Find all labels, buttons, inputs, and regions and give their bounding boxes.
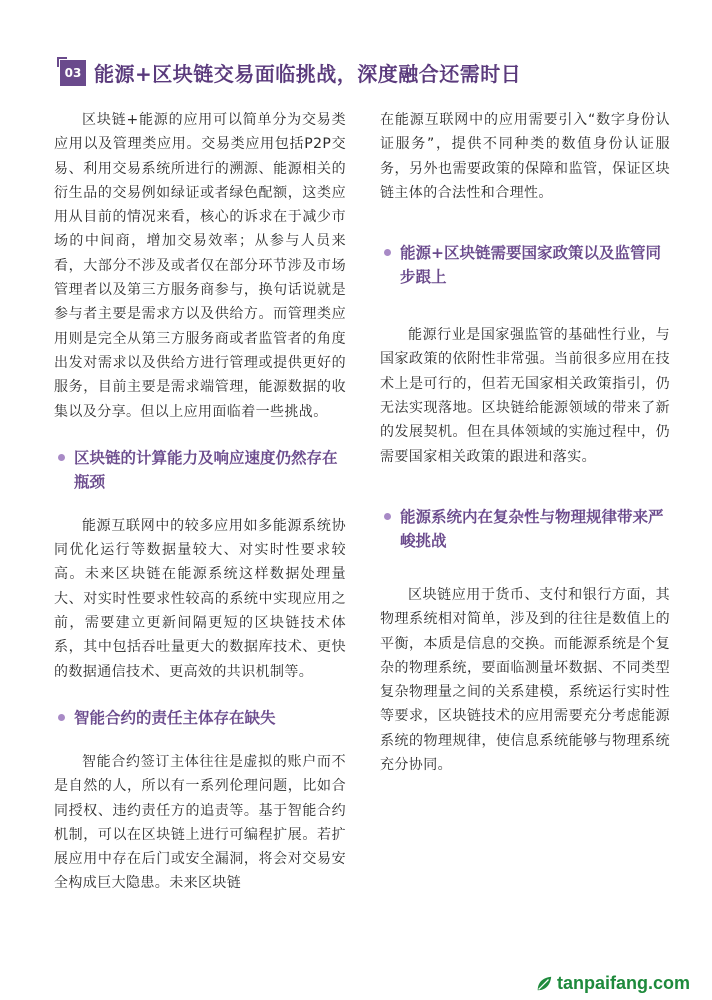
subsection-heading-3 [380, 241, 670, 289]
subsection-heading-1 [54, 446, 346, 494]
bullet-dot-icon [58, 454, 65, 461]
intro-paragraph: 区块链+能源的应用可以简单分为交易类应用以及管理类应用。交易类应用包括P2P交易、利用交易系统所进行的溯源、能源相关的衍生品的交易例如绿证或者绿色配额，这类应用从目前的情况来看，核心的诉求在于减少市场的中间商，增加交易效率；从参与人员来看，大部分不涉及或者仅在部分环节涉及市场管理者以及第三方服务商参与，换句话说就是参与者主要是需求方以及供给方。而管理类应用则是完全从第三方服务商或者监管者的角度出发对需求以及供给方进行管理或提供更好的服务，目前主要是需求端管理，能源数据的收集以及分享。但以上应用面临着一些挑战。 [54, 112, 346, 420]
subsection-title: 能源+区块链需要国家政策以及监管同步跟上 [400, 244, 661, 287]
section-number-badge [60, 60, 86, 86]
continued-paragraph: 在能源互联网中的应用需要引入“数字身份认证服务”，提供不同种类的数值身份认证服务，另外也需要政策的保障和监管，保证区块链主体的合法性和合理性。 [380, 112, 670, 201]
subsection-paragraph: 能源互联网中的较多应用如多能源系统协同优化运行等数据量较大、对实时性要求较高。未来区块链在能源系统这样数据处理量大、对实时性要求性较高的系统中实现应用之前，需要建立更新间隔更短的区块链技术体系，其中包括吞吐量更大的数据库技术、更快的数据通信技术、更高效的共识机制等。 [54, 517, 346, 680]
right-column [380, 102, 670, 777]
footer-watermark [535, 973, 690, 994]
subsection-title: 智能合约的责任主体存在缺失 [74, 708, 276, 727]
subsection-paragraph: 能源行业是国家强监管的基础性行业，与国家政策的依附性非常强。当前很多应用在技术上是可行的，但若无国家相关政策指引，仍无法实现落地。区块链给能源领域的带来了新的发展契机。但在具体领域的实施过程中，仍需要国家相关政策的跟进和落实。 [380, 327, 670, 465]
subsection-heading-4 [380, 505, 670, 553]
left-column [54, 102, 346, 896]
subsection-title: 能源系统内在复杂性与物理规律带来严峻挑战 [400, 507, 664, 550]
subsection-paragraph: 智能合约签订主体往往是虚拟的账户而不是自然的人，所以有一系列伦理问题，比如合同授权、违约责任方的追责等。基于智能合约机制，可以在区块链上进行可编程扩展。若扩展应用中存在后门或安全漏洞，将会对交易安全构成巨大隐患。未来区块链 [54, 753, 346, 892]
watermark-text: tanpaifang.com [556, 973, 690, 993]
section-title: 能源+区块链交易面临挑战，深度融合还需时日 [94, 62, 522, 86]
subsection-paragraph: 区块链应用于货币、支付和银行方面，其物理系统相对简单，涉及到的往往是数值上的平衡，本质是信息的交换。而能源系统是个复杂的物理系统，要面临测量坏数据、不同类型复杂物理量之间的关系建模，系统运行实时性等要求，区块链技术的应用需要充分考虑能源系统的物理规律，使信息系统能够与物理系统充分协同。 [380, 586, 670, 774]
bullet-dot-icon [58, 714, 65, 721]
section-header [60, 58, 521, 87]
subsection-heading-2 [54, 706, 346, 730]
bullet-dot-icon [384, 249, 391, 256]
bullet-dot-icon [384, 513, 391, 520]
subsection-title: 区块链的计算能力及响应速度仍然存在瓶颈 [74, 448, 338, 491]
leaf-icon [535, 975, 553, 993]
section-number: 03 [60, 60, 86, 86]
